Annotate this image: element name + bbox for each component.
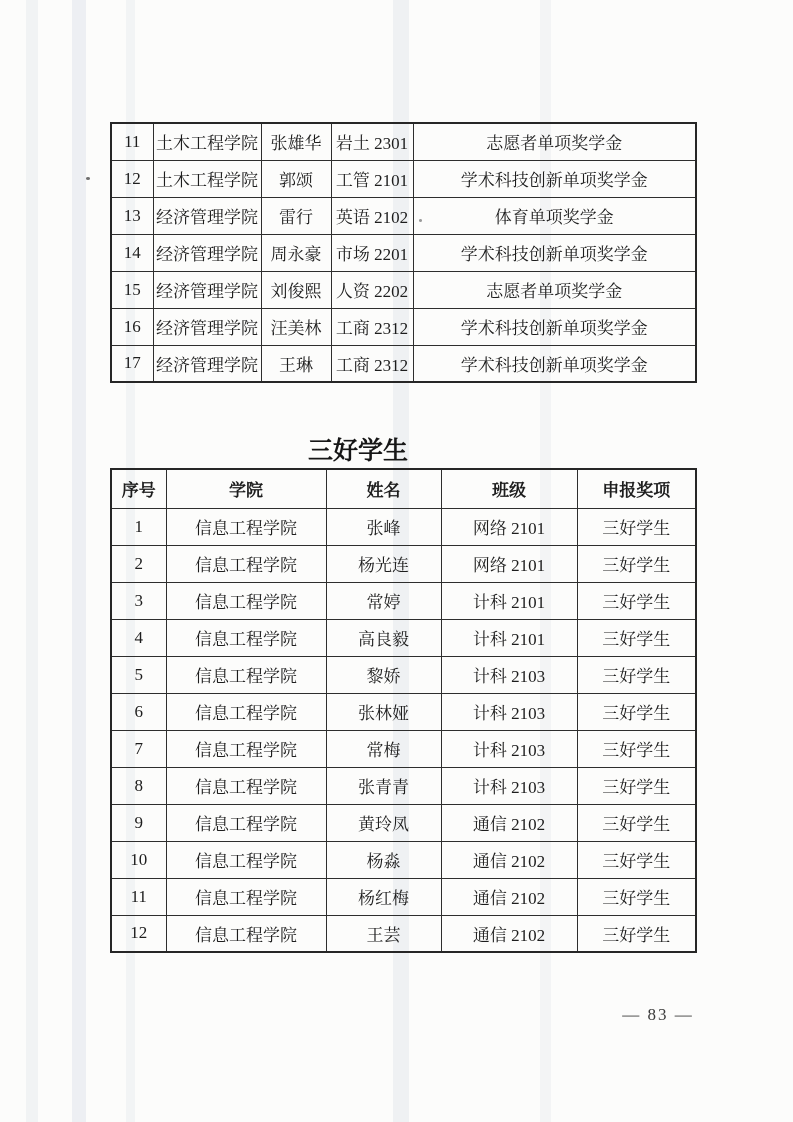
header-cell-award: 申报奖项 <box>577 469 696 508</box>
cell-no: 9 <box>111 804 166 841</box>
table-row <box>111 693 696 730</box>
cell-no: 17 <box>111 345 153 382</box>
cell-class: 计科 2103 <box>441 693 577 730</box>
cell-no: 4 <box>111 619 166 656</box>
cell-name: 常婷 <box>326 582 441 619</box>
cell-award: 三好学生 <box>577 841 696 878</box>
cell-award: 学术科技创新单项奖学金 <box>413 160 696 197</box>
cell-name: 张青青 <box>326 767 441 804</box>
cell-name: 常梅 <box>326 730 441 767</box>
cell-award: 三好学生 <box>577 915 696 952</box>
header-cell-class: 班级 <box>441 469 577 508</box>
table-row <box>111 841 696 878</box>
cell-award: 三好学生 <box>577 656 696 693</box>
cell-name: 张峰 <box>326 508 441 545</box>
table-row <box>111 508 696 545</box>
cell-no: 12 <box>111 160 153 197</box>
cell-award: 学术科技创新单项奖学金 <box>413 345 696 382</box>
cell-college: 信息工程学院 <box>166 508 326 545</box>
cell-no: 15 <box>111 271 153 308</box>
cell-name: 黄玲凤 <box>326 804 441 841</box>
cell-college: 信息工程学院 <box>166 582 326 619</box>
cell-award: 学术科技创新单项奖学金 <box>413 234 696 271</box>
cell-class: 计科 2103 <box>441 767 577 804</box>
cell-name: 杨光连 <box>326 545 441 582</box>
cell-no: 12 <box>111 915 166 952</box>
cell-class: 通信 2102 <box>441 841 577 878</box>
cell-award: 三好学生 <box>577 767 696 804</box>
cell-college: 信息工程学院 <box>166 804 326 841</box>
cell-college: 信息工程学院 <box>166 767 326 804</box>
cell-college: 经济管理学院 <box>153 271 261 308</box>
cell-name: 王芸 <box>326 915 441 952</box>
cell-class: 市场 2201 <box>331 234 413 271</box>
table-row <box>111 804 696 841</box>
table-header-row <box>111 469 696 508</box>
cell-college: 信息工程学院 <box>166 656 326 693</box>
cell-class: 网络 2101 <box>441 508 577 545</box>
table-row <box>111 619 696 656</box>
honor-table-body <box>111 508 696 952</box>
scholarship-table-body <box>111 123 696 382</box>
cell-name: 周永豪 <box>261 234 331 271</box>
cell-college: 经济管理学院 <box>153 308 261 345</box>
cell-no: 13 <box>111 197 153 234</box>
table-row <box>111 160 696 197</box>
cell-name: 高良毅 <box>326 619 441 656</box>
table-row <box>111 197 696 234</box>
table-row <box>111 545 696 582</box>
scholarship-awards-table <box>110 122 697 383</box>
cell-name: 杨红梅 <box>326 878 441 915</box>
cell-name: 黎娇 <box>326 656 441 693</box>
table-row <box>111 308 696 345</box>
cell-award: 三好学生 <box>577 545 696 582</box>
header-cell-college: 学院 <box>166 469 326 508</box>
header-cell-name: 姓名 <box>326 469 441 508</box>
cell-award: 志愿者单项奖学金 <box>413 271 696 308</box>
cell-name: 张雄华 <box>261 123 331 160</box>
cell-name: 王琳 <box>261 345 331 382</box>
cell-no: 11 <box>111 878 166 915</box>
cell-class: 计科 2103 <box>441 730 577 767</box>
cell-college: 土木工程学院 <box>153 123 261 160</box>
cell-award: 三好学生 <box>577 582 696 619</box>
cell-award: 学术科技创新单项奖学金 <box>413 308 696 345</box>
table-row <box>111 767 696 804</box>
table-row <box>111 582 696 619</box>
cell-name: 汪美林 <box>261 308 331 345</box>
cell-college: 信息工程学院 <box>166 915 326 952</box>
header-cell-no: 序号 <box>111 469 166 508</box>
cell-no: 10 <box>111 841 166 878</box>
cell-college: 信息工程学院 <box>166 545 326 582</box>
cell-class: 计科 2101 <box>441 619 577 656</box>
cell-college: 信息工程学院 <box>166 730 326 767</box>
table-row <box>111 656 696 693</box>
cell-no: 2 <box>111 545 166 582</box>
cell-class: 工管 2101 <box>331 160 413 197</box>
table-row <box>111 730 696 767</box>
cell-class: 通信 2102 <box>441 915 577 952</box>
cell-class: 工商 2312 <box>331 308 413 345</box>
cell-college: 土木工程学院 <box>153 160 261 197</box>
cell-no: 16 <box>111 308 153 345</box>
table-row <box>111 271 696 308</box>
cell-class: 工商 2312 <box>331 345 413 382</box>
table-row <box>111 915 696 952</box>
table-row <box>111 878 696 915</box>
cell-name: 张林娅 <box>326 693 441 730</box>
cell-class: 通信 2102 <box>441 804 577 841</box>
cell-college: 经济管理学院 <box>153 234 261 271</box>
cell-college: 信息工程学院 <box>166 619 326 656</box>
cell-college: 经济管理学院 <box>153 197 261 234</box>
cell-class: 计科 2101 <box>441 582 577 619</box>
cell-class: 岩土 2301 <box>331 123 413 160</box>
cell-no: 8 <box>111 767 166 804</box>
cell-name: 杨淼 <box>326 841 441 878</box>
section-title: 三好学生 <box>307 438 409 465</box>
cell-award: 三好学生 <box>577 508 696 545</box>
cell-award: 三好学生 <box>577 804 696 841</box>
page-number: — 83 — <box>622 1005 694 1024</box>
scan-streak <box>26 0 38 1122</box>
cell-no: 3 <box>111 582 166 619</box>
scan-streak <box>72 0 86 1122</box>
cell-class: 通信 2102 <box>441 878 577 915</box>
cell-no: 1 <box>111 508 166 545</box>
cell-name: 雷行 <box>261 197 331 234</box>
cell-college: 信息工程学院 <box>166 878 326 915</box>
cell-award: 三好学生 <box>577 693 696 730</box>
cell-no: 14 <box>111 234 153 271</box>
table-row <box>111 234 696 271</box>
cell-college: 经济管理学院 <box>153 345 261 382</box>
cell-college: 信息工程学院 <box>166 693 326 730</box>
cell-name: 刘俊熙 <box>261 271 331 308</box>
honor-students-table <box>110 468 697 953</box>
cell-no: 11 <box>111 123 153 160</box>
cell-class: 英语 2102 <box>331 197 413 234</box>
cell-no: 7 <box>111 730 166 767</box>
cell-award: 体育单项奖学金 <box>413 197 696 234</box>
table-row <box>111 123 696 160</box>
cell-class: 网络 2101 <box>441 545 577 582</box>
cell-name: 郭颂 <box>261 160 331 197</box>
scan-speck <box>86 177 90 180</box>
cell-no: 5 <box>111 656 166 693</box>
cell-award: 志愿者单项奖学金 <box>413 123 696 160</box>
cell-college: 信息工程学院 <box>166 841 326 878</box>
cell-no: 6 <box>111 693 166 730</box>
cell-award: 三好学生 <box>577 619 696 656</box>
cell-class: 计科 2103 <box>441 656 577 693</box>
cell-class: 人资 2202 <box>331 271 413 308</box>
cell-award: 三好学生 <box>577 730 696 767</box>
cell-award: 三好学生 <box>577 878 696 915</box>
table-row <box>111 345 696 382</box>
